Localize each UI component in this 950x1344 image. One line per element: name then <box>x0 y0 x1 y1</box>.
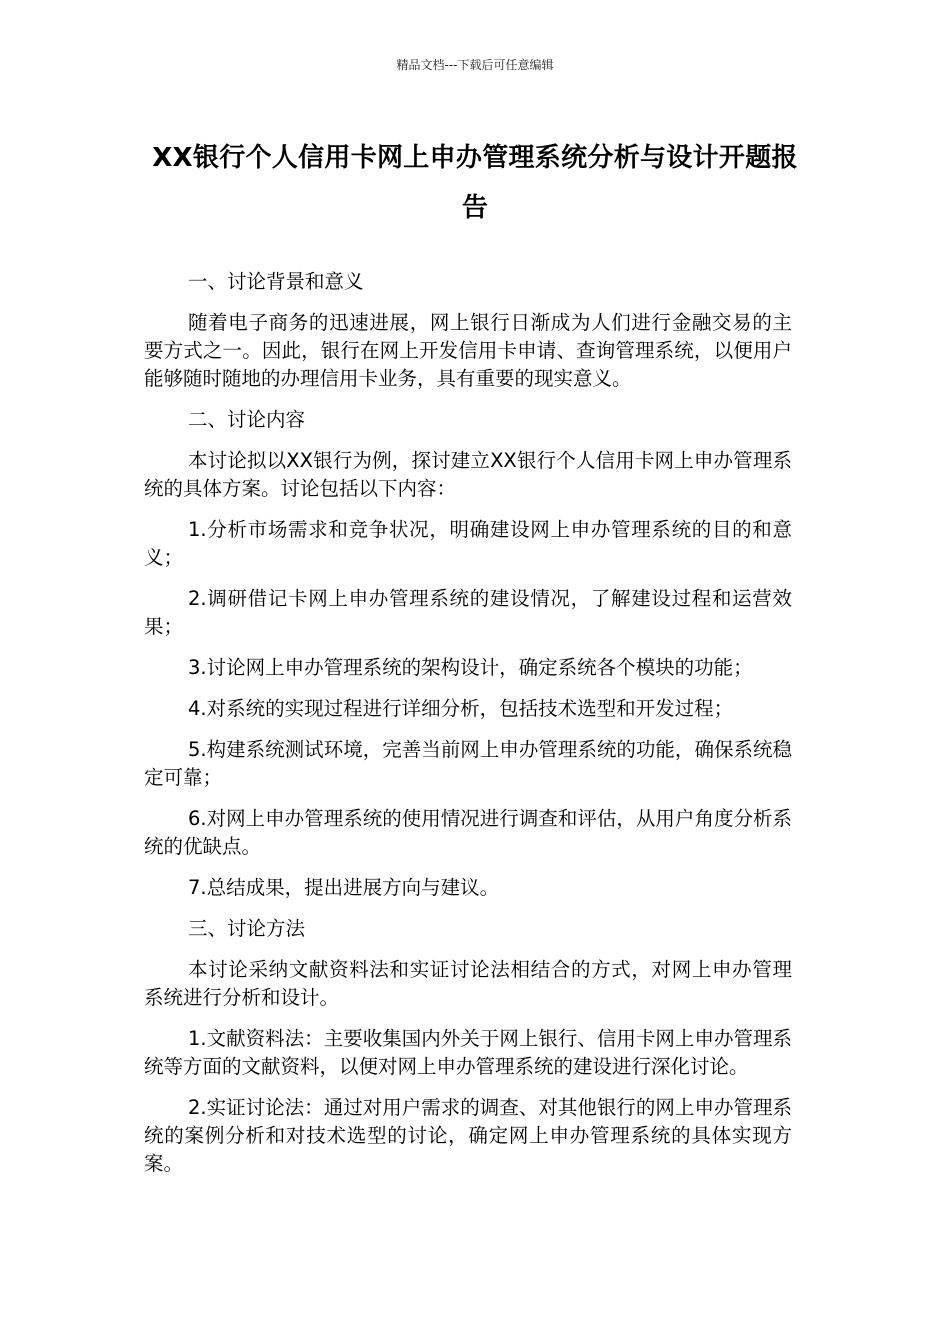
list-item-method-1: 1.文献资料法：主要收集国内外关于网上银行、信用卡网上申办管理系统等方面的文献资料，以便对网上申办管理系统的建设进行深化讨论。 <box>144 1027 792 1078</box>
list-item-content-5: 5.构建系统测试环境，完善当前网上申办管理系统的功能，确保系统稳定可靠； <box>144 738 792 789</box>
list-item-method-2: 2.实证讨论法：通过对用户需求的调查、对其他银行的网上申办管理系统的案例分析和对技术选型的讨论，确定网上申办管理系统的具体实现方案。 <box>144 1096 792 1175</box>
header-note: 精品文档---下载后可任意编辑 <box>396 58 554 72</box>
list-item-content-2: 2.调研借记卡网上申办管理系统的建设情况，了解建设过程和运营效果； <box>144 587 792 638</box>
list-item-content-1: 1.分析市场需求和竞争状况，明确建设网上申办管理系统的目的和意义； <box>144 518 792 569</box>
list-item-content-6: 6.对网上申办管理系统的使用情况进行调查和评估，从用户角度分析系统的优缺点。 <box>144 807 792 858</box>
section-heading-content: 二、讨论内容 <box>188 408 306 431</box>
paragraph-content-intro: 本讨论拟以XX银行为例，探讨建立XX银行个人信用卡网上申办管理系统的具体方案。讨论包括以下内容： <box>144 449 792 500</box>
document-title: XX银行个人信用卡网上申办管理系统分析与设计开题报告 <box>152 143 798 223</box>
paragraph-background: 随着电子商务的迅速进展，网上银行日渐成为人们进行金融交易的主要方式之一。因此，银行在网上开发信用卡申请、查询管理系统，以便用户能够随时随地的办理信用卡业务，具有重要的现实意义。 <box>144 311 792 390</box>
document-body <box>144 268 792 1191</box>
list-item-content-3: 3.讨论网上申办管理系统的架构设计，确定系统各个模块的功能； <box>188 656 753 679</box>
list-item-content-4: 4.对系统的实现过程进行详细分析，包括技术选型和开发过程； <box>188 697 734 720</box>
section-heading-background: 一、讨论背景和意义 <box>188 270 364 293</box>
section-heading-methods: 三、讨论方法 <box>188 917 306 940</box>
list-item-content-7: 7.总结成果，提出进展方向与建议。 <box>188 876 500 899</box>
paragraph-methods-intro: 本讨论采纳文献资料法和实证讨论法相结合的方式，对网上申办管理系统进行分析和设计。 <box>144 958 792 1009</box>
